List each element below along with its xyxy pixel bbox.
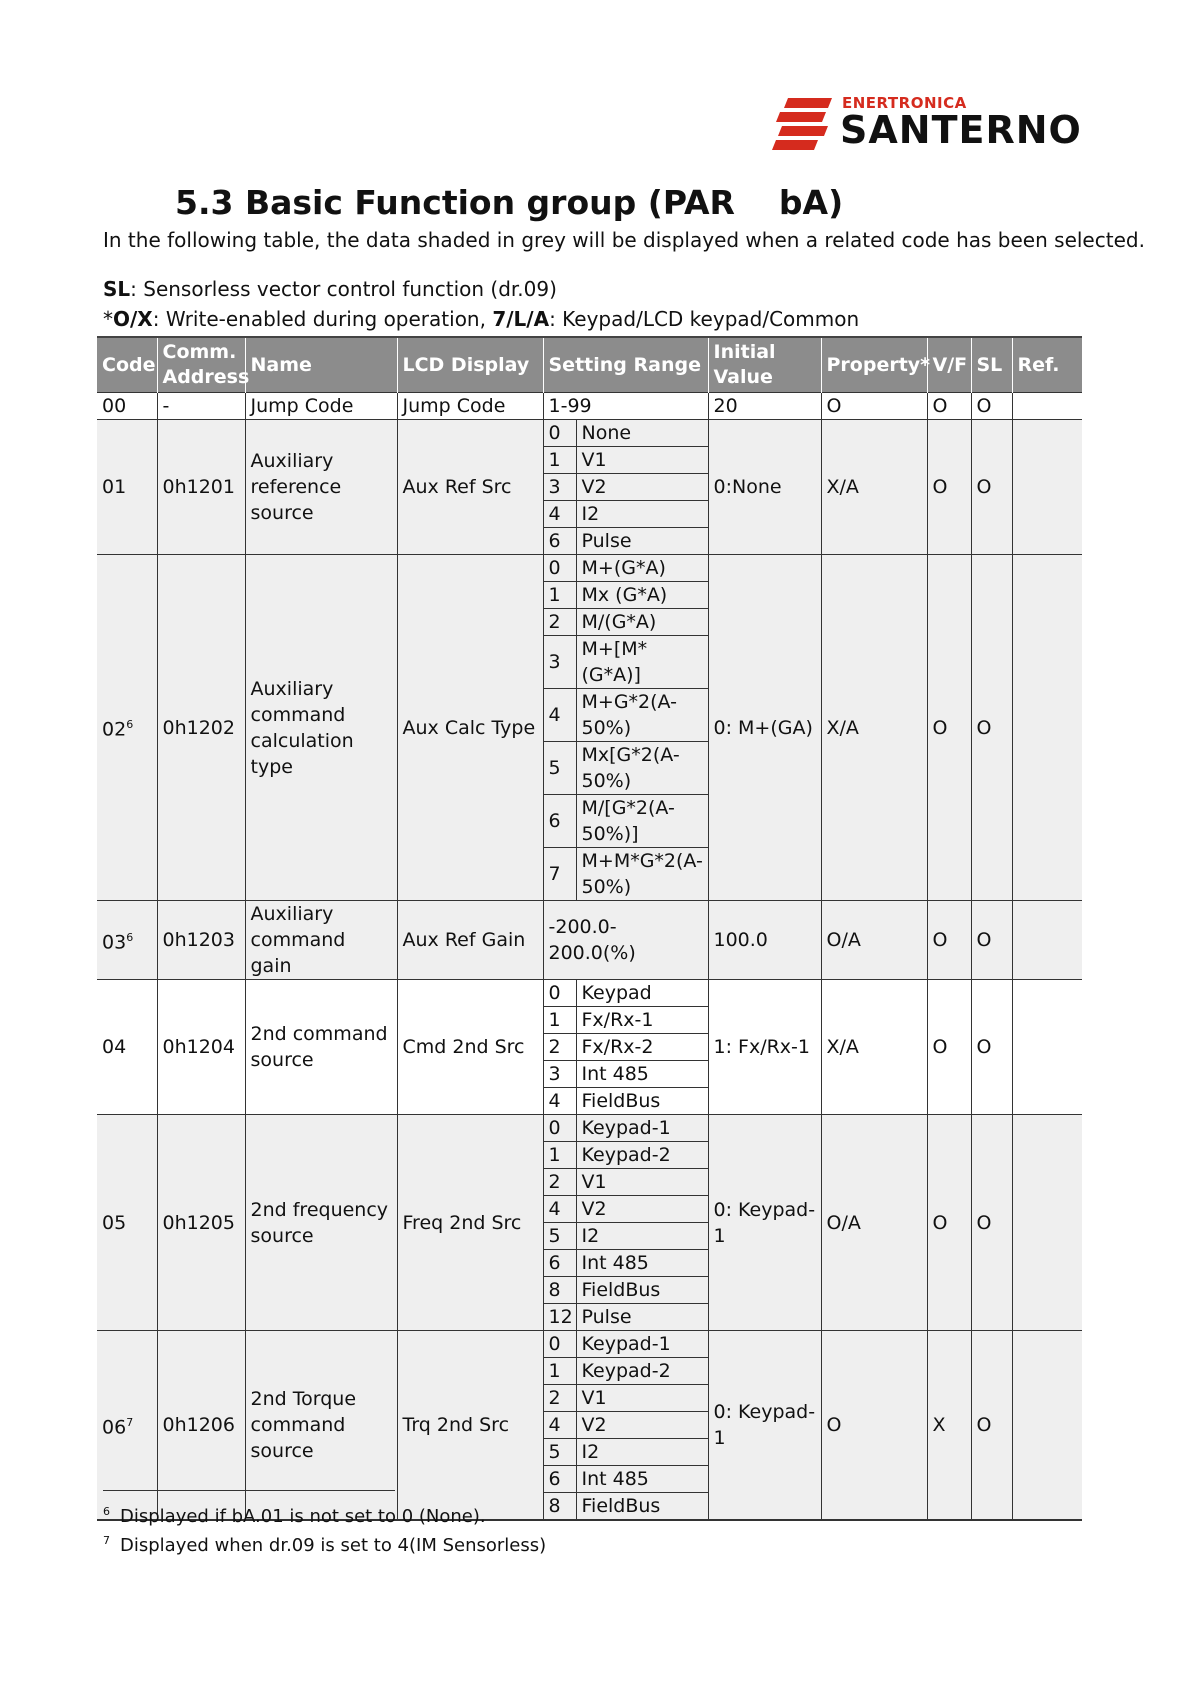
option-number: 4	[544, 1088, 577, 1115]
cell-lcd: Trq 2nd Src	[397, 1331, 543, 1521]
legend-ox-text: : Write-enabled during operation,	[152, 307, 493, 331]
cell-name: Jump Code	[245, 393, 397, 420]
option-number: 6	[544, 528, 577, 555]
option-row	[544, 528, 708, 555]
footnote-mark: 7	[103, 1534, 110, 1547]
option-label: M+M*G*2(A-50%)	[576, 848, 708, 901]
table-row	[97, 1115, 1082, 1331]
header-vf: V/F	[927, 337, 971, 393]
cell-ref	[1012, 420, 1082, 555]
header-initial	[708, 337, 821, 393]
option-row	[544, 1493, 708, 1520]
footnote-mark: 6	[103, 1505, 110, 1518]
table-body	[97, 393, 1082, 1521]
option-row	[544, 1412, 708, 1439]
cell-ref	[1012, 980, 1082, 1115]
option-label: FieldBus	[576, 1493, 708, 1520]
legend-sl	[103, 277, 557, 301]
option-label: Mx[G*2(A-50%)	[576, 742, 708, 795]
cell-initial: 0:None	[708, 420, 821, 555]
option-label: V2	[576, 1412, 708, 1439]
option-label: M/[G*2(A-50%)]	[576, 795, 708, 848]
option-label: V2	[576, 1196, 708, 1223]
legend-tla-text: : Keypad/LCD keypad/Common	[549, 307, 860, 331]
footnote	[103, 1534, 546, 1556]
option-number: 5	[544, 742, 577, 795]
option-label: V1	[576, 1169, 708, 1196]
header-comm-address	[157, 337, 250, 393]
option-number: 1	[544, 1142, 577, 1169]
option-row	[544, 742, 708, 795]
code-value: 06	[102, 1416, 127, 1439]
option-label: Int 485	[576, 1250, 708, 1277]
cell-ref	[1012, 901, 1082, 980]
footnote-ref: 6	[126, 930, 134, 944]
option-row	[544, 1142, 708, 1169]
legend-sl-key: SL	[103, 277, 131, 301]
cell-name: 2nd Torque command source	[245, 1331, 397, 1521]
option-number: 0	[544, 1331, 577, 1358]
cell-initial: 0: Keypad-1	[708, 1331, 821, 1521]
option-row	[544, 609, 708, 636]
cell-sl: O	[971, 1115, 1012, 1331]
cell-sl: O	[971, 393, 1012, 420]
legend-property	[103, 307, 859, 331]
option-row	[544, 1223, 708, 1250]
footnote-ref: 7	[126, 1415, 134, 1429]
option-row	[544, 1277, 708, 1304]
cell-sl: O	[971, 555, 1012, 901]
option-row	[544, 689, 708, 742]
option-row	[544, 1439, 708, 1466]
option-number: 3	[544, 1061, 577, 1088]
cell-sl: O	[971, 901, 1012, 980]
cell-ref	[1012, 393, 1082, 420]
option-row	[544, 1088, 708, 1115]
option-number: 7	[544, 848, 577, 901]
santerno-stripes-icon	[770, 92, 840, 154]
option-row	[544, 1250, 708, 1277]
option-row	[544, 1466, 708, 1493]
header-comm-line1: Comm.	[162, 341, 237, 363]
legend-ox-key: O/X	[113, 307, 153, 331]
intro-text: In the following table, the data shaded in grey will be displayed when a related code has been selected.	[103, 228, 1145, 252]
cell-initial: 0: M+(GA)	[708, 555, 821, 901]
option-number: 1	[544, 447, 577, 474]
option-row	[544, 636, 708, 689]
cell-code	[97, 1115, 157, 1331]
header-ref: Ref.	[1012, 337, 1082, 393]
option-label: Fx/Rx-2	[576, 1034, 708, 1061]
cell-lcd: Aux Ref Gain	[397, 901, 543, 980]
option-label: M+G*2(A-50%)	[576, 689, 708, 742]
option-label: M+[M*(G*A)]	[576, 636, 708, 689]
option-row	[544, 501, 708, 528]
table-row	[97, 980, 1082, 1115]
option-number: 0	[544, 980, 577, 1007]
option-number: 2	[544, 1169, 577, 1196]
option-number: 5	[544, 1223, 577, 1250]
option-row	[544, 1385, 708, 1412]
setting-options	[544, 980, 708, 1114]
option-row	[544, 1358, 708, 1385]
cell-setting-range	[543, 980, 708, 1115]
option-number: 1	[544, 582, 577, 609]
footnote-ref: 6	[126, 718, 134, 732]
option-row	[544, 1115, 708, 1142]
option-number: 4	[544, 501, 577, 528]
cell-property: X/A	[821, 980, 927, 1115]
cell-name: Auxiliary reference source	[245, 420, 397, 555]
cell-vf: O	[927, 393, 971, 420]
cell-name: Auxiliary command gain	[245, 901, 397, 980]
code-value: 02	[102, 718, 127, 741]
logo-brand-top: ENERTRONICA	[842, 94, 967, 112]
option-number: 1	[544, 1007, 577, 1034]
cell-vf: O	[927, 980, 971, 1115]
header-property: Property*	[821, 337, 927, 393]
option-label: M/(G*A)	[576, 609, 708, 636]
header-name: Name	[245, 337, 397, 393]
cell-setting-range: -200.0-200.0(%)	[543, 901, 708, 980]
option-label: Keypad-2	[576, 1142, 708, 1169]
option-number: 1	[544, 1358, 577, 1385]
cell-address: 0h1203	[157, 901, 245, 980]
setting-options	[544, 1115, 708, 1330]
option-row	[544, 1169, 708, 1196]
option-label: Pulse	[576, 1304, 708, 1331]
option-row	[544, 474, 708, 501]
cell-sl: O	[971, 980, 1012, 1115]
table-row	[97, 1331, 1082, 1521]
page-title	[175, 183, 843, 222]
cell-code	[97, 393, 157, 420]
parameter-table	[97, 336, 1082, 1521]
cell-address: 0h1205	[157, 1115, 245, 1331]
table-row	[97, 393, 1082, 420]
header-comm-line2: Address	[162, 366, 250, 388]
cell-address: 0h1201	[157, 420, 245, 555]
option-row	[544, 582, 708, 609]
cell-code	[97, 901, 157, 980]
cell-vf: O	[927, 555, 971, 901]
option-number: 3	[544, 636, 577, 689]
cell-setting-range	[543, 420, 708, 555]
cell-initial: 1: Fx/Rx-1	[708, 980, 821, 1115]
option-label: None	[576, 420, 708, 447]
header-range: Setting Range	[543, 337, 708, 393]
footnote-divider	[103, 1490, 395, 1491]
code-value: 04	[102, 1036, 127, 1058]
cell-property: O/A	[821, 901, 927, 980]
cell-vf: X	[927, 1331, 971, 1521]
header-initial-line1: Initial	[713, 341, 776, 363]
cell-property: O	[821, 1331, 927, 1521]
code-value: 03	[102, 931, 127, 954]
footnote	[103, 1505, 486, 1527]
cell-initial: 20	[708, 393, 821, 420]
cell-property: X/A	[821, 555, 927, 901]
option-number: 2	[544, 1385, 577, 1412]
code-value: 01	[102, 476, 127, 498]
header-lcd: LCD Display	[397, 337, 543, 393]
cell-lcd: Jump Code	[397, 393, 543, 420]
cell-code	[97, 555, 157, 901]
header-initial-line2: Value	[713, 366, 773, 388]
cell-ref	[1012, 1115, 1082, 1331]
title-part-1: 5.3 Basic Function group (PAR	[175, 183, 735, 222]
option-number: 0	[544, 420, 577, 447]
cell-address: 0h1202	[157, 555, 245, 901]
option-label: Pulse	[576, 528, 708, 555]
cell-property: X/A	[821, 420, 927, 555]
cell-property: O/A	[821, 1115, 927, 1331]
cell-lcd: Aux Calc Type	[397, 555, 543, 901]
cell-address: 0h1204	[157, 980, 245, 1115]
option-label: FieldBus	[576, 1277, 708, 1304]
cell-name: 2nd command source	[245, 980, 397, 1115]
option-number: 4	[544, 689, 577, 742]
option-number: 8	[544, 1277, 577, 1304]
option-label: Mx (G*A)	[576, 582, 708, 609]
option-label: I2	[576, 501, 708, 528]
cell-ref	[1012, 1331, 1082, 1521]
option-number: 12	[544, 1304, 577, 1331]
cell-setting-range	[543, 1331, 708, 1521]
footnote-text: Displayed when dr.09 is set to 4(IM Sensorless)	[120, 1535, 547, 1556]
setting-options	[544, 1331, 708, 1519]
option-label: V1	[576, 1385, 708, 1412]
option-row	[544, 980, 708, 1007]
table-header-row	[97, 337, 1082, 393]
option-row	[544, 1331, 708, 1358]
option-label: I2	[576, 1439, 708, 1466]
cell-vf: O	[927, 1115, 971, 1331]
option-row	[544, 1196, 708, 1223]
legend-tla-key: 7/L/A	[492, 307, 550, 331]
table-row	[97, 901, 1082, 980]
option-number: 2	[544, 1034, 577, 1061]
setting-options	[544, 555, 708, 900]
option-number: 0	[544, 1115, 577, 1142]
option-row	[544, 848, 708, 901]
option-number: 2	[544, 609, 577, 636]
footnote-text: Displayed if bA.01 is not set to 0 (None).	[120, 1506, 486, 1527]
option-label: V2	[576, 474, 708, 501]
cell-vf: O	[927, 901, 971, 980]
option-number: 5	[544, 1439, 577, 1466]
cell-address: 0h1206	[157, 1331, 245, 1521]
cell-name: Auxiliary command calculation type	[245, 555, 397, 901]
table-row	[97, 555, 1082, 901]
cell-ref	[1012, 555, 1082, 901]
option-number: 4	[544, 1196, 577, 1223]
option-label: FieldBus	[576, 1088, 708, 1115]
cell-sl: O	[971, 420, 1012, 555]
santerno-logo	[770, 86, 1080, 158]
option-label: Keypad-1	[576, 1331, 708, 1358]
option-label: M+(G*A)	[576, 555, 708, 582]
cell-setting-range: 1-99	[543, 393, 708, 420]
cell-code	[97, 420, 157, 555]
option-row	[544, 1304, 708, 1331]
cell-code	[97, 1331, 157, 1521]
title-part-2: bA)	[778, 183, 844, 222]
cell-initial: 100.0	[708, 901, 821, 980]
legend-sl-text: : Sensorless vector control function (dr.09)	[130, 277, 557, 301]
option-row	[544, 1007, 708, 1034]
option-label: V1	[576, 447, 708, 474]
option-number: 0	[544, 555, 577, 582]
code-value: 05	[102, 1211, 127, 1234]
option-row	[544, 555, 708, 582]
cell-initial: 0: Keypad-1	[708, 1115, 821, 1331]
cell-lcd: Aux Ref Src	[397, 420, 543, 555]
cell-property: O	[821, 393, 927, 420]
cell-vf: O	[927, 420, 971, 555]
cell-sl: O	[971, 1331, 1012, 1521]
option-number: 6	[544, 1466, 577, 1493]
option-number: 8	[544, 1493, 577, 1520]
cell-setting-range	[543, 1115, 708, 1331]
cell-name: 2nd frequency source	[245, 1115, 397, 1331]
cell-setting-range	[543, 555, 708, 901]
option-label: Int 485	[576, 1466, 708, 1493]
option-row	[544, 795, 708, 848]
option-label: I2	[576, 1223, 708, 1250]
option-row	[544, 447, 708, 474]
option-row	[544, 1034, 708, 1061]
option-row	[544, 1061, 708, 1088]
option-number: 6	[544, 795, 577, 848]
header-sl: SL	[971, 337, 1012, 393]
logo-brand-main: SANTERNO	[840, 108, 1082, 152]
option-row	[544, 420, 708, 447]
option-label: Keypad-1	[576, 1115, 708, 1142]
table-row	[97, 420, 1082, 555]
option-number: 3	[544, 474, 577, 501]
cell-code	[97, 980, 157, 1115]
header-code: Code	[97, 337, 157, 393]
option-label: Fx/Rx-1	[576, 1007, 708, 1034]
cell-address: -	[157, 393, 245, 420]
legend-prefix: *	[103, 307, 113, 331]
option-label: Int 485	[576, 1061, 708, 1088]
option-label: Keypad-2	[576, 1358, 708, 1385]
option-number: 6	[544, 1250, 577, 1277]
setting-options	[544, 420, 708, 554]
cell-lcd: Cmd 2nd Src	[397, 980, 543, 1115]
option-number: 4	[544, 1412, 577, 1439]
code-value: 00	[102, 395, 127, 417]
option-label: Keypad	[576, 980, 708, 1007]
cell-lcd: Freq 2nd Src	[397, 1115, 543, 1331]
